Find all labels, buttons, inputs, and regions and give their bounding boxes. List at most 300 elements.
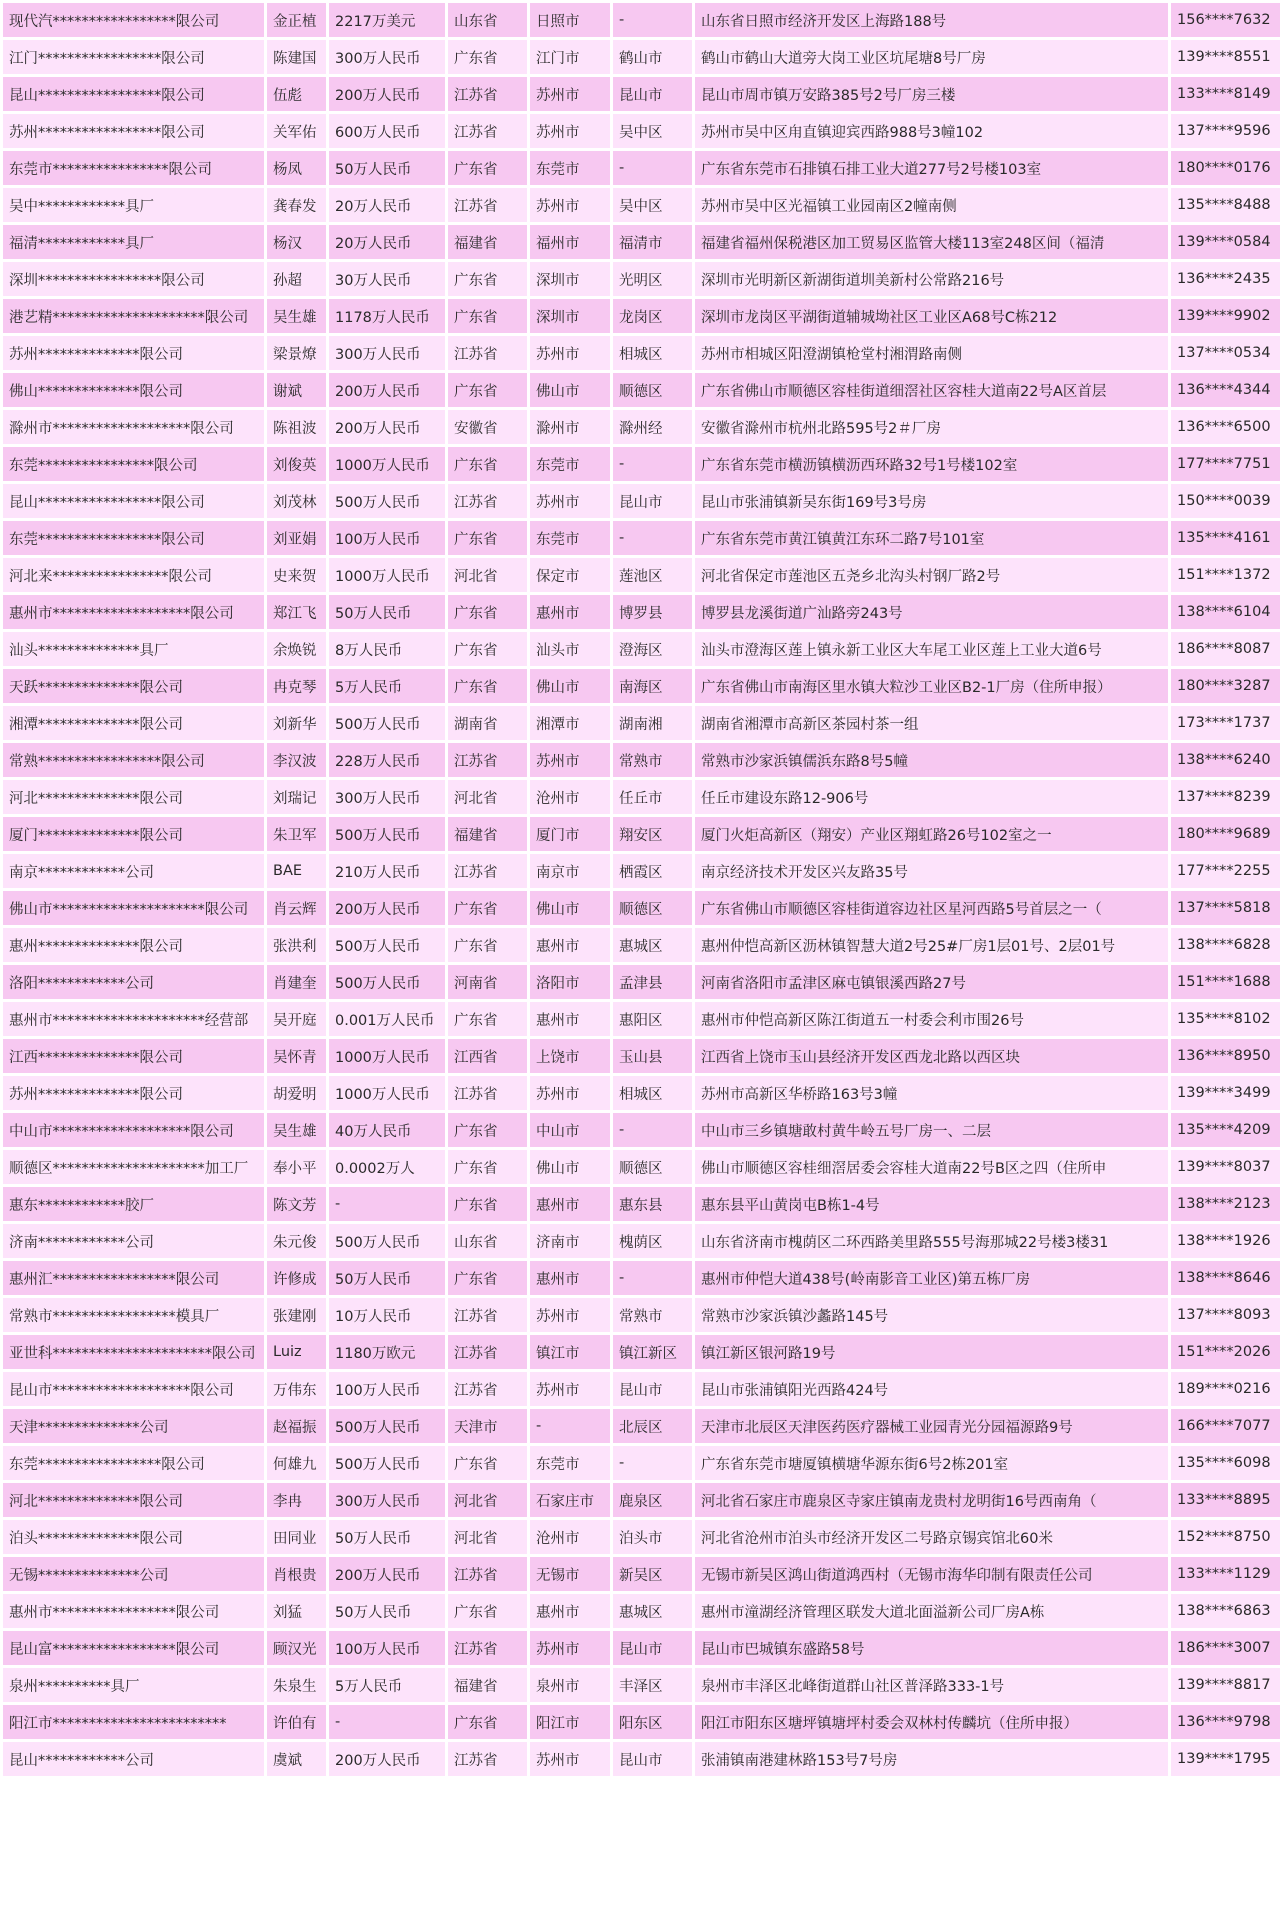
province-cell: 江苏省	[448, 1631, 527, 1665]
capital-cell: 300万人民币	[329, 780, 445, 814]
address-cell: 河北省保定市莲池区五尧乡北沟头村钢厂路2号	[695, 558, 1168, 592]
legal-rep-cell: 刘俊英	[267, 447, 326, 481]
city-cell: 苏州市	[530, 77, 610, 111]
legal-rep-cell: 何雄九	[267, 1446, 326, 1480]
legal-rep-cell: 李汉波	[267, 743, 326, 777]
phone-cell: 138****8646	[1171, 1261, 1280, 1295]
company-name-cell: 阳江市************************	[3, 1705, 264, 1739]
legal-rep-cell: 谢斌	[267, 373, 326, 407]
district-cell: 常熟市	[613, 743, 692, 777]
province-cell: 江西省	[448, 1039, 527, 1073]
district-cell: 昆山市	[613, 1742, 692, 1776]
address-cell: 昆山市巴城镇东盛路58号	[695, 1631, 1168, 1665]
phone-cell: 137****5818	[1171, 891, 1280, 925]
legal-rep-cell: 陈建国	[267, 40, 326, 74]
province-cell: 福建省	[448, 225, 527, 259]
address-cell: 惠州仲恺高新区沥林镇智慧大道2号25#厂房1层01号、2层01号	[695, 928, 1168, 962]
phone-cell: 177****2255	[1171, 854, 1280, 888]
company-name-cell: 现代汽*****************限公司	[3, 3, 264, 37]
province-cell: 广东省	[448, 595, 527, 629]
company-name-cell: 洛阳************公司	[3, 965, 264, 999]
province-cell: 广东省	[448, 262, 527, 296]
district-cell: 顺德区	[613, 373, 692, 407]
province-cell: 河北省	[448, 1483, 527, 1517]
address-cell: 佛山市顺德区容桂细滘居委会容桂大道南22号B区之四（住所申	[695, 1150, 1168, 1184]
legal-rep-cell: 张建刚	[267, 1298, 326, 1332]
district-cell: 莲池区	[613, 558, 692, 592]
capital-cell: 1180万欧元	[329, 1335, 445, 1369]
phone-cell: 151****2026	[1171, 1335, 1280, 1369]
phone-cell: 180****3287	[1171, 669, 1280, 703]
province-cell: 江苏省	[448, 743, 527, 777]
phone-cell: 173****1737	[1171, 706, 1280, 740]
company-name-cell: 昆山************公司	[3, 1742, 264, 1776]
capital-cell: 100万人民币	[329, 1372, 445, 1406]
city-cell: 济南市	[530, 1224, 610, 1258]
phone-cell: 136****6500	[1171, 410, 1280, 444]
legal-rep-cell: 胡爱明	[267, 1076, 326, 1110]
address-cell: 苏州市吴中区光福镇工业园南区2幢南侧	[695, 188, 1168, 222]
table-row	[3, 1002, 1280, 1036]
company-name-cell: 吴中************具厂	[3, 188, 264, 222]
company-name-cell: 惠州市*********************经营部	[3, 1002, 264, 1036]
province-cell: 河北省	[448, 780, 527, 814]
legal-rep-cell: 余焕锐	[267, 632, 326, 666]
table-row	[3, 3, 1280, 37]
capital-cell: 228万人民币	[329, 743, 445, 777]
address-cell: 无锡市新吴区鸿山街道鸿西村（无锡市海华印制有限责任公司	[695, 1557, 1168, 1591]
city-cell: 沧州市	[530, 1520, 610, 1554]
company-name-cell: 汕头**************具厂	[3, 632, 264, 666]
province-cell: 广东省	[448, 1187, 527, 1221]
province-cell: 江苏省	[448, 854, 527, 888]
province-cell: 江苏省	[448, 1557, 527, 1591]
company-name-cell: 东莞*****************限公司	[3, 521, 264, 555]
district-cell: 惠阳区	[613, 1002, 692, 1036]
phone-cell: 139****0584	[1171, 225, 1280, 259]
table-row	[3, 336, 1280, 370]
address-cell: 昆山市周市镇万安路385号2号厂房三楼	[695, 77, 1168, 111]
capital-cell: -	[329, 1187, 445, 1221]
company-name-cell: 佛山**************限公司	[3, 373, 264, 407]
district-cell: 常熟市	[613, 1298, 692, 1332]
capital-cell: 300万人民币	[329, 40, 445, 74]
table-row	[3, 1446, 1280, 1480]
legal-rep-cell: 朱卫军	[267, 817, 326, 851]
legal-rep-cell: 李冉	[267, 1483, 326, 1517]
phone-cell: 180****9689	[1171, 817, 1280, 851]
address-cell: 广东省东莞市石排镇石排工业大道277号2号楼103室	[695, 151, 1168, 185]
province-cell: 广东省	[448, 1594, 527, 1628]
district-cell: 镇江新区	[613, 1335, 692, 1369]
capital-cell: 500万人民币	[329, 928, 445, 962]
company-name-cell: 惠州汇*****************限公司	[3, 1261, 264, 1295]
district-cell: -	[613, 151, 692, 185]
address-cell: 广东省东莞市横沥镇横沥西环路32号1号楼102室	[695, 447, 1168, 481]
phone-cell: 139****1795	[1171, 1742, 1280, 1776]
address-cell: 河南省洛阳市孟津区麻屯镇银溪西路27号	[695, 965, 1168, 999]
district-cell: 惠东县	[613, 1187, 692, 1221]
address-cell: 鹤山市鹤山大道旁大岗工业区坑尾塘8号厂房	[695, 40, 1168, 74]
company-name-cell: 南京************公司	[3, 854, 264, 888]
address-cell: 湖南省湘潭市高新区茶园村茶一组	[695, 706, 1168, 740]
district-cell: 阳东区	[613, 1705, 692, 1739]
capital-cell: 20万人民币	[329, 225, 445, 259]
address-cell: 厦门火炬高新区（翔安）产业区翔虹路26号102室之一	[695, 817, 1168, 851]
company-name-cell: 昆山市*******************限公司	[3, 1372, 264, 1406]
table-row	[3, 1631, 1280, 1665]
legal-rep-cell: 杨汉	[267, 225, 326, 259]
phone-cell: 186****3007	[1171, 1631, 1280, 1665]
district-cell: -	[613, 521, 692, 555]
table-row	[3, 1520, 1280, 1554]
legal-rep-cell: 朱元俊	[267, 1224, 326, 1258]
city-cell: 湘潭市	[530, 706, 610, 740]
province-cell: 安徽省	[448, 410, 527, 444]
district-cell: 翔安区	[613, 817, 692, 851]
city-cell: 上饶市	[530, 1039, 610, 1073]
address-cell: 昆山市张浦镇新吴东街169号3号房	[695, 484, 1168, 518]
address-cell: 中山市三乡镇塘敢村黄牛岭五号厂房一、二层	[695, 1113, 1168, 1147]
city-cell: 苏州市	[530, 1298, 610, 1332]
address-cell: 苏州市高新区华桥路163号3幢	[695, 1076, 1168, 1110]
city-cell: 苏州市	[530, 114, 610, 148]
city-cell: 深圳市	[530, 299, 610, 333]
capital-cell: 5万人民币	[329, 1668, 445, 1702]
address-cell: 阳江市阳东区塘坪镇塘坪村委会双林村传麟坑（住所申报）	[695, 1705, 1168, 1739]
legal-rep-cell: 陈文芳	[267, 1187, 326, 1221]
city-cell: 福州市	[530, 225, 610, 259]
company-name-cell: 惠州市*******************限公司	[3, 595, 264, 629]
legal-rep-cell: 虞斌	[267, 1742, 326, 1776]
capital-cell: 500万人民币	[329, 817, 445, 851]
table-row	[3, 1187, 1280, 1221]
address-cell: 福建省福州保税港区加工贸易区监管大楼113室248区间（福清	[695, 225, 1168, 259]
table-row	[3, 1224, 1280, 1258]
province-cell: 福建省	[448, 1668, 527, 1702]
city-cell: 佛山市	[530, 891, 610, 925]
phone-cell: 180****0176	[1171, 151, 1280, 185]
company-name-cell: 常熟市*****************模具厂	[3, 1298, 264, 1332]
phone-cell: 133****1129	[1171, 1557, 1280, 1591]
city-cell: 沧州市	[530, 780, 610, 814]
city-cell: 滁州市	[530, 410, 610, 444]
company-name-cell: 昆山*****************限公司	[3, 77, 264, 111]
legal-rep-cell: 吴怀青	[267, 1039, 326, 1073]
phone-cell: 138****1926	[1171, 1224, 1280, 1258]
province-cell: 江苏省	[448, 77, 527, 111]
city-cell: 东莞市	[530, 447, 610, 481]
table-row	[3, 1335, 1280, 1369]
legal-rep-cell: 吴生雄	[267, 1113, 326, 1147]
city-cell: 苏州市	[530, 743, 610, 777]
address-cell: 江西省上饶市玉山县经济开发区西龙北路以西区块	[695, 1039, 1168, 1073]
phone-cell: 136****8950	[1171, 1039, 1280, 1073]
table-row	[3, 1113, 1280, 1147]
legal-rep-cell: 伍彪	[267, 77, 326, 111]
legal-rep-cell: 田同业	[267, 1520, 326, 1554]
legal-rep-cell: 万伟东	[267, 1372, 326, 1406]
city-cell: 泉州市	[530, 1668, 610, 1702]
capital-cell: 300万人民币	[329, 1483, 445, 1517]
company-name-cell: 湘潭**************限公司	[3, 706, 264, 740]
legal-rep-cell: 杨凤	[267, 151, 326, 185]
company-name-cell: 顺德区*********************加工厂	[3, 1150, 264, 1184]
province-cell: 广东省	[448, 1113, 527, 1147]
district-cell: 惠城区	[613, 928, 692, 962]
company-name-cell: 深圳*****************限公司	[3, 262, 264, 296]
phone-cell: 136****2435	[1171, 262, 1280, 296]
district-cell: 昆山市	[613, 484, 692, 518]
legal-rep-cell: 许伯有	[267, 1705, 326, 1739]
capital-cell: 2217万美元	[329, 3, 445, 37]
city-cell: 东莞市	[530, 151, 610, 185]
table-row	[3, 151, 1280, 185]
district-cell: 滁州经	[613, 410, 692, 444]
district-cell: 昆山市	[613, 1372, 692, 1406]
table-row	[3, 595, 1280, 629]
phone-cell: 138****6863	[1171, 1594, 1280, 1628]
capital-cell: 8万人民币	[329, 632, 445, 666]
district-cell: 孟津县	[613, 965, 692, 999]
district-cell: 相城区	[613, 336, 692, 370]
city-cell: 江门市	[530, 40, 610, 74]
capital-cell: 5万人民币	[329, 669, 445, 703]
address-cell: 博罗县龙溪街道广汕路旁243号	[695, 595, 1168, 629]
address-cell: 天津市北辰区天津医药医疗器械工业园青光分园福源路9号	[695, 1409, 1168, 1443]
city-cell: 东莞市	[530, 521, 610, 555]
district-cell: -	[613, 447, 692, 481]
legal-rep-cell: 冉克琴	[267, 669, 326, 703]
city-cell: 苏州市	[530, 1742, 610, 1776]
address-cell: 苏州市相城区阳澄湖镇枪堂村湘渭路南侧	[695, 336, 1168, 370]
table-row	[3, 1557, 1280, 1591]
address-cell: 张浦镇南港建林路153号7号房	[695, 1742, 1168, 1776]
table-row	[3, 188, 1280, 222]
table-row	[3, 1076, 1280, 1110]
company-name-cell: 天跃**************限公司	[3, 669, 264, 703]
city-cell: 东莞市	[530, 1446, 610, 1480]
legal-rep-cell: 刘新华	[267, 706, 326, 740]
address-cell: 汕头市澄海区莲上镇永新工业区大车尾工业区莲上工业大道6号	[695, 632, 1168, 666]
phone-cell: 135****8102	[1171, 1002, 1280, 1036]
city-cell: 惠州市	[530, 1187, 610, 1221]
table-row	[3, 299, 1280, 333]
legal-rep-cell: 奉小平	[267, 1150, 326, 1184]
province-cell: 江苏省	[448, 484, 527, 518]
province-cell: 广东省	[448, 373, 527, 407]
city-cell: 惠州市	[530, 1594, 610, 1628]
province-cell: 江苏省	[448, 1742, 527, 1776]
province-cell: 江苏省	[448, 1298, 527, 1332]
capital-cell: 200万人民币	[329, 891, 445, 925]
district-cell: 昆山市	[613, 1631, 692, 1665]
city-cell: 保定市	[530, 558, 610, 592]
address-cell: 常熟市沙家浜镇儒浜东路8号5幢	[695, 743, 1168, 777]
capital-cell: 1178万人民币	[329, 299, 445, 333]
address-cell: 惠东县平山黄岗屯B栋1-4号	[695, 1187, 1168, 1221]
company-name-cell: 苏州**************限公司	[3, 1076, 264, 1110]
capital-cell: 100万人民币	[329, 1631, 445, 1665]
address-cell: 广东省东莞市塘厦镇横塘华源东街6号2栋201室	[695, 1446, 1168, 1480]
phone-cell: 177****7751	[1171, 447, 1280, 481]
district-cell: 相城区	[613, 1076, 692, 1110]
legal-rep-cell: 吴生雄	[267, 299, 326, 333]
phone-cell: 139****8551	[1171, 40, 1280, 74]
district-cell: 槐荫区	[613, 1224, 692, 1258]
phone-cell: 135****4209	[1171, 1113, 1280, 1147]
company-name-cell: 江西**************限公司	[3, 1039, 264, 1073]
phone-cell: 138****6828	[1171, 928, 1280, 962]
city-cell: 镇江市	[530, 1335, 610, 1369]
phone-cell: 136****4344	[1171, 373, 1280, 407]
legal-rep-cell: 孙超	[267, 262, 326, 296]
city-cell: 惠州市	[530, 928, 610, 962]
table-row	[3, 77, 1280, 111]
capital-cell: 210万人民币	[329, 854, 445, 888]
phone-cell: 139****8037	[1171, 1150, 1280, 1184]
phone-cell: 137****8239	[1171, 780, 1280, 814]
capital-cell: 200万人民币	[329, 1742, 445, 1776]
district-cell: 泊头市	[613, 1520, 692, 1554]
legal-rep-cell: 张洪利	[267, 928, 326, 962]
city-cell: 阳江市	[530, 1705, 610, 1739]
table-row	[3, 854, 1280, 888]
capital-cell: 200万人民币	[329, 410, 445, 444]
address-cell: 山东省济南市槐荫区二环西路美里路555号海那城22号楼3楼31	[695, 1224, 1168, 1258]
address-cell: 镇江新区银河路19号	[695, 1335, 1168, 1369]
district-cell: 澄海区	[613, 632, 692, 666]
capital-cell: 500万人民币	[329, 484, 445, 518]
phone-cell: 137****8093	[1171, 1298, 1280, 1332]
company-name-cell: 昆山富*****************限公司	[3, 1631, 264, 1665]
capital-cell: 500万人民币	[329, 706, 445, 740]
table-row	[3, 817, 1280, 851]
phone-cell: 139****8817	[1171, 1668, 1280, 1702]
phone-cell: 136****9798	[1171, 1705, 1280, 1739]
province-cell: 江苏省	[448, 1372, 527, 1406]
province-cell: 江苏省	[448, 188, 527, 222]
company-name-cell: 滁州市*******************限公司	[3, 410, 264, 444]
address-cell: 惠州市仲恺大道438号(岭南影音工业区)第五栋厂房	[695, 1261, 1168, 1295]
province-cell: 江苏省	[448, 114, 527, 148]
phone-cell: 189****0216	[1171, 1372, 1280, 1406]
city-cell: 南京市	[530, 854, 610, 888]
company-name-cell: 中山市*******************限公司	[3, 1113, 264, 1147]
legal-rep-cell: 许修成	[267, 1261, 326, 1295]
district-cell: 栖霞区	[613, 854, 692, 888]
province-cell: 江苏省	[448, 336, 527, 370]
legal-rep-cell: 肖根贵	[267, 1557, 326, 1591]
province-cell: 河北省	[448, 558, 527, 592]
legal-rep-cell: 龚春发	[267, 188, 326, 222]
table-row	[3, 1668, 1280, 1702]
capital-cell: 500万人民币	[329, 1446, 445, 1480]
address-cell: 深圳市光明新区新湖街道圳美新村公常路216号	[695, 262, 1168, 296]
capital-cell: 50万人民币	[329, 595, 445, 629]
address-cell: 广东省佛山市南海区里水镇大粒沙工业区B2-1厂房（住所申报）	[695, 669, 1168, 703]
address-cell: 安徽省滁州市杭州北路595号2＃厂房	[695, 410, 1168, 444]
phone-cell: 152****8750	[1171, 1520, 1280, 1554]
province-cell: 广东省	[448, 1446, 527, 1480]
city-cell: 中山市	[530, 1113, 610, 1147]
province-cell: 广东省	[448, 891, 527, 925]
company-name-cell: 天津**************公司	[3, 1409, 264, 1443]
address-cell: 深圳市龙岗区平湖街道辅城坳社区工业区A68号C栋212	[695, 299, 1168, 333]
capital-cell: 50万人民币	[329, 151, 445, 185]
city-cell: 石家庄市	[530, 1483, 610, 1517]
table-row	[3, 965, 1280, 999]
capital-cell: 0.001万人民币	[329, 1002, 445, 1036]
capital-cell: -	[329, 1705, 445, 1739]
phone-cell: 138****2123	[1171, 1187, 1280, 1221]
city-cell: 苏州市	[530, 188, 610, 222]
company-name-cell: 河北来****************限公司	[3, 558, 264, 592]
phone-cell: 137****9596	[1171, 114, 1280, 148]
phone-cell: 151****1372	[1171, 558, 1280, 592]
phone-cell: 151****1688	[1171, 965, 1280, 999]
address-cell: 苏州市吴中区甪直镇迎宾西路988号3幢102	[695, 114, 1168, 148]
city-cell: 洛阳市	[530, 965, 610, 999]
province-cell: 湖南省	[448, 706, 527, 740]
city-cell: -	[530, 1409, 610, 1443]
table-row	[3, 743, 1280, 777]
city-cell: 厦门市	[530, 817, 610, 851]
company-name-cell: 港艺精*********************限公司	[3, 299, 264, 333]
district-cell: 惠城区	[613, 1594, 692, 1628]
capital-cell: 600万人民币	[329, 114, 445, 148]
province-cell: 广东省	[448, 447, 527, 481]
address-cell: 河北省沧州市泊头市经济开发区二号路京锡宾馆北60米	[695, 1520, 1168, 1554]
legal-rep-cell: 肖云辉	[267, 891, 326, 925]
company-name-cell: 东莞****************限公司	[3, 447, 264, 481]
company-name-cell: 惠州**************限公司	[3, 928, 264, 962]
table-row	[3, 410, 1280, 444]
district-cell: 新吴区	[613, 1557, 692, 1591]
table-row	[3, 558, 1280, 592]
phone-cell: 156****7632	[1171, 3, 1280, 37]
capital-cell: 50万人民币	[329, 1261, 445, 1295]
address-cell: 泉州市丰泽区北峰街道群山社区普泽路333-1号	[695, 1668, 1168, 1702]
legal-rep-cell: 刘茂林	[267, 484, 326, 518]
company-name-cell: 泊头**************限公司	[3, 1520, 264, 1554]
table-row	[3, 40, 1280, 74]
phone-cell: 135****8488	[1171, 188, 1280, 222]
district-cell: 任丘市	[613, 780, 692, 814]
city-cell: 惠州市	[530, 595, 610, 629]
legal-rep-cell: 刘猛	[267, 1594, 326, 1628]
province-cell: 山东省	[448, 3, 527, 37]
legal-rep-cell: 肖建奎	[267, 965, 326, 999]
district-cell: -	[613, 1446, 692, 1480]
table-row	[3, 1150, 1280, 1184]
company-name-cell: 东莞*****************限公司	[3, 1446, 264, 1480]
city-cell: 深圳市	[530, 262, 610, 296]
address-cell: 广东省佛山市顺德区容桂街道容边社区星河西路5号首层之一（	[695, 891, 1168, 925]
table-row	[3, 632, 1280, 666]
district-cell: 龙岗区	[613, 299, 692, 333]
city-cell: 佛山市	[530, 373, 610, 407]
legal-rep-cell: 陈祖波	[267, 410, 326, 444]
legal-rep-cell: 史来贺	[267, 558, 326, 592]
capital-cell: 300万人民币	[329, 336, 445, 370]
district-cell: 顺德区	[613, 1150, 692, 1184]
company-name-cell: 江门*****************限公司	[3, 40, 264, 74]
legal-rep-cell: 吴开庭	[267, 1002, 326, 1036]
district-cell: 博罗县	[613, 595, 692, 629]
table-row	[3, 928, 1280, 962]
capital-cell: 10万人民币	[329, 1298, 445, 1332]
